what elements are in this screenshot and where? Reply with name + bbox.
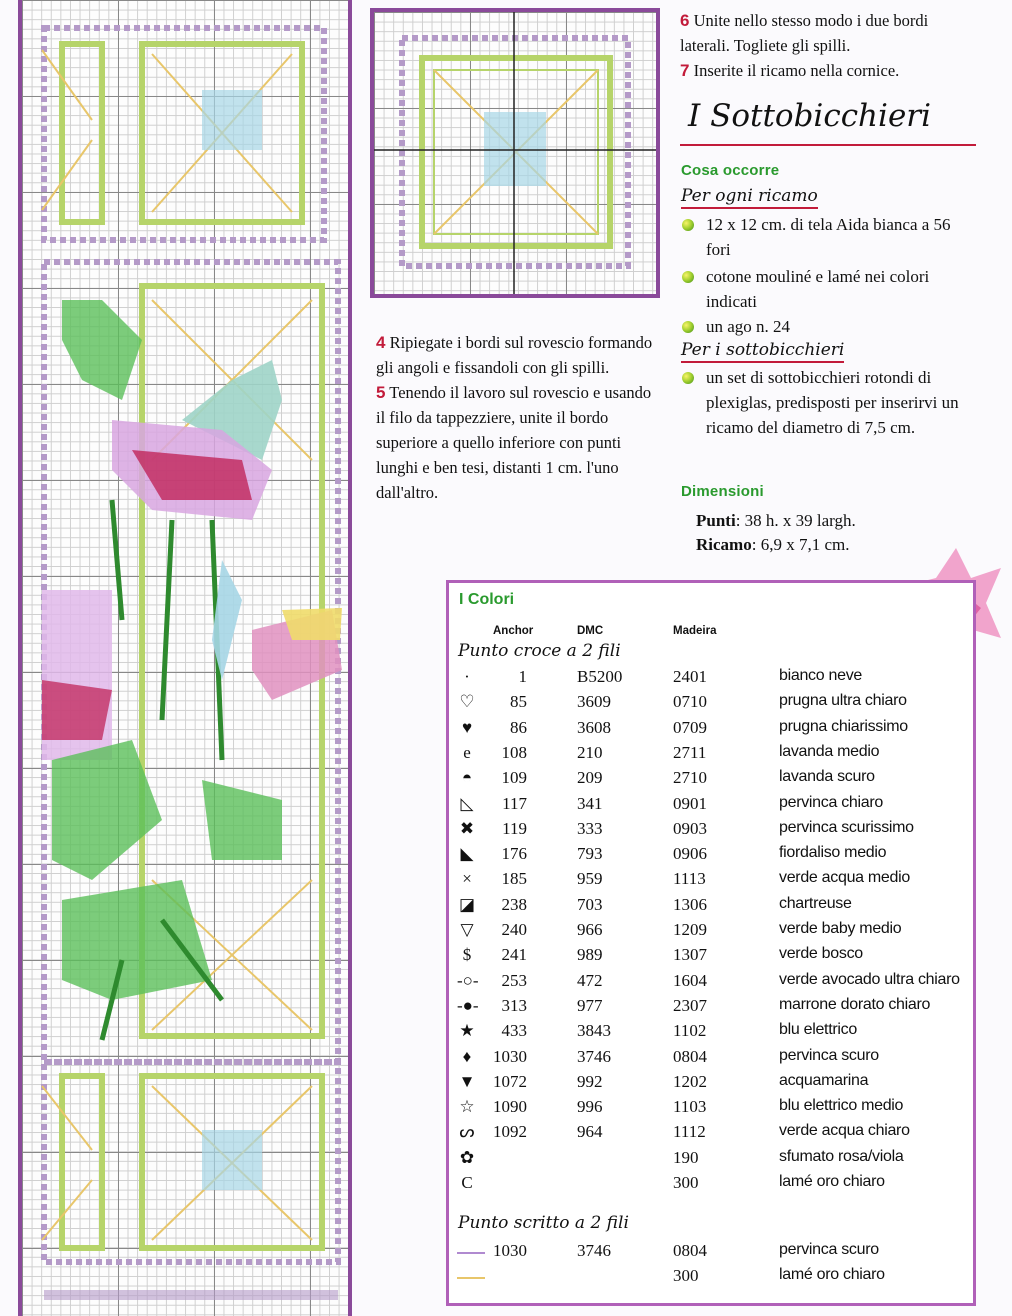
anchor-code: 1090: [493, 1097, 527, 1117]
frame-green: [62, 44, 102, 222]
title-underline: [680, 144, 976, 146]
color-name: lavanda medio: [779, 742, 880, 760]
color-name: pervinca scurissimo: [779, 818, 914, 836]
dimensioni-heading: Dimensioni: [681, 483, 764, 500]
dmc-code: 210: [577, 742, 603, 762]
stitch-symbol-icon: ☆: [459, 1097, 475, 1117]
madeira-code: 0901: [673, 793, 707, 813]
bullet-icon: [682, 271, 694, 283]
madeira-code: 300: [673, 1173, 699, 1192]
per-ogni-ricamo-heading: Per ogni ricamo: [681, 186, 818, 209]
list-item: un set di sottobicchieri rotondi di plexiglas, predisposti per inserirvi un ricamo del diametro di 7,5 cm.: [706, 365, 976, 440]
madeira-code: 1306: [673, 894, 707, 914]
stitch-symbol-icon: $: [462, 945, 472, 965]
table-row: [449, 690, 969, 715]
stitch-symbol-icon: e: [463, 742, 471, 762]
color-name: verde baby medio: [779, 920, 902, 937]
madeira-code: 2711: [673, 742, 707, 762]
color-name: lamé oro chiaro: [779, 1173, 885, 1190]
dmc-code: 989: [577, 945, 603, 965]
table-row: [449, 1239, 969, 1264]
color-name: bianco neve: [779, 667, 862, 684]
madeira-code: 1103: [673, 1097, 707, 1117]
stitch-symbol-icon: ◪: [458, 894, 476, 914]
bullet-icon: [682, 219, 694, 231]
dmc-code: B5200: [577, 667, 623, 686]
stitch-symbol-icon: ▼: [458, 1071, 476, 1091]
anchor-code: 240: [501, 920, 527, 939]
steps-6-7: [680, 8, 980, 83]
madeira-code: 0804: [673, 1241, 707, 1260]
dmc-code: 3746: [577, 1046, 611, 1066]
anchor-code: 85: [510, 692, 527, 712]
table-row: [449, 766, 969, 791]
header-anchor: Anchor: [493, 625, 534, 637]
color-name: verde bosco: [779, 945, 863, 963]
table-row: [449, 1019, 969, 1044]
table-row: [449, 1146, 969, 1171]
color-name: prugna ultra chiaro: [779, 692, 907, 710]
madeira-code: 0903: [673, 818, 707, 838]
anchor-code: 238: [501, 894, 527, 914]
dmc-code: 3746: [577, 1241, 611, 1260]
backstitch-line-icon: [457, 1277, 485, 1279]
stitch-symbol-icon: ᔕ: [459, 1122, 475, 1142]
madeira-code: 2401: [673, 667, 707, 686]
color-name: verde avocado ultra chiaro: [779, 970, 960, 988]
anchor-code: 108: [501, 742, 527, 762]
madeira-code: 2710: [673, 768, 707, 788]
bullet-icon: [682, 372, 694, 384]
stitch-symbol-icon: ♡: [459, 692, 475, 712]
stitch-symbol-icon: ♦: [462, 1046, 472, 1066]
dmc-code: 333: [577, 818, 603, 838]
stitch-symbol-icon: ♥: [461, 717, 473, 737]
table-row: [449, 1095, 969, 1120]
header-madeira: Madeira: [673, 625, 717, 637]
color-name: blu elettrico medio: [779, 1097, 904, 1115]
madeira-code: 0804: [673, 1046, 707, 1066]
anchor-code: 1072: [493, 1071, 527, 1091]
madeira-code: 0906: [673, 844, 707, 864]
stitch-symbol-icon: ★: [459, 1021, 475, 1041]
step-6: 6 Unite nello stesso modo i due bordi laterali. Togliete gli spilli.: [680, 11, 929, 55]
stitch-symbol-icon: -○-: [457, 970, 479, 990]
dmc-code: 472: [577, 970, 603, 990]
leaf-green: [62, 300, 142, 400]
per-i-sottobicchieri-heading: Per i sottobicchieri: [681, 340, 844, 363]
table-row: [449, 1045, 969, 1070]
anchor-code: 185: [501, 869, 527, 889]
step-4: 4 Ripiegate i bordi sul rovescio formando gli angoli e fissandoli con gli spilli.: [376, 333, 653, 377]
color-name: blu elettrico: [779, 1021, 857, 1039]
bud-yellow: [282, 608, 342, 640]
color-name: pervinca scuro: [779, 1241, 879, 1258]
anchor-code: 86: [510, 717, 527, 737]
stitch-symbol-icon: -●-: [457, 995, 479, 1015]
madeira-code: 1209: [673, 920, 707, 939]
frame-lavender: [44, 28, 324, 240]
table-row: [449, 1120, 969, 1145]
anchor-code: 117: [502, 793, 527, 813]
stitch-symbol-icon: ◓: [461, 768, 473, 788]
madeira-code: 300: [673, 1266, 699, 1285]
anchor-code: 1030: [493, 1241, 527, 1260]
dmc-code: 341: [577, 793, 603, 813]
dmc-code: 992: [577, 1071, 603, 1091]
stitch-symbol-icon: ×: [462, 869, 472, 889]
anchor-code: 176: [501, 844, 527, 864]
table-row: [449, 969, 969, 994]
punti-line: Punti: 38 h. x 39 largh.: [696, 511, 856, 530]
colors-legend: [446, 580, 976, 1306]
dmc-code: 3843: [577, 1021, 611, 1041]
madeira-code: 1112: [673, 1122, 706, 1142]
color-name: fiordaliso medio: [779, 844, 887, 862]
madeira-code: 190: [673, 1147, 699, 1167]
color-name: marrone dorato chiaro: [779, 995, 931, 1013]
anchor-code: 1: [518, 667, 527, 686]
dmc-code: 793: [577, 844, 603, 864]
dmc-code: 977: [577, 995, 603, 1015]
color-name: prugna chiarissimo: [779, 717, 908, 735]
stitch-symbol-icon: ✿: [459, 1147, 475, 1167]
section-punto-scritto: Punto scritto a 2 fili: [458, 1213, 629, 1233]
list-item: un ago n. 24: [706, 314, 966, 339]
color-name: acquamarina: [779, 1071, 869, 1089]
madeira-code: 0709: [673, 717, 707, 737]
anchor-code: 1030: [493, 1046, 527, 1066]
list-item: 12 x 12 cm. di tela Aida bianca a 56 fori: [706, 212, 966, 262]
table-row: [449, 867, 969, 892]
color-name: sfumato rosa/viola: [779, 1147, 904, 1165]
table-row: [449, 665, 969, 690]
table-row: [449, 817, 969, 842]
steps-4-5: [376, 330, 656, 505]
stitch-symbol-icon: ✖: [459, 818, 475, 838]
table-row: [449, 842, 969, 867]
page-title: I Sottobicchieri: [688, 98, 932, 134]
bullet-icon: [682, 321, 694, 333]
madeira-code: 0710: [673, 692, 707, 712]
coaster-motif: [374, 12, 656, 294]
color-name: pervinca scuro: [779, 1046, 879, 1064]
stitch-symbol-icon: ◣: [460, 844, 474, 864]
anchor-code: 109: [501, 768, 527, 788]
madeira-code: 1202: [673, 1071, 707, 1091]
color-name: chartreuse: [779, 894, 852, 912]
madeira-code: 1113: [673, 869, 706, 889]
anchor-code: 433: [501, 1021, 527, 1041]
step-7: 7 Inserite il ricamo nella cornice.: [680, 61, 900, 80]
anchor-code: 313: [501, 995, 527, 1015]
anchor-code: 241: [501, 945, 527, 965]
table-row: [449, 994, 969, 1019]
anchor-code: 1092: [493, 1122, 527, 1142]
color-name: lamé oro chiaro: [779, 1266, 885, 1283]
table-row: [449, 943, 969, 968]
stitch-symbol-icon: ▽: [460, 920, 474, 939]
dmc-code: 703: [577, 894, 603, 914]
step-5: 5 Tenendo il lavoro sul rovescio e usando il filo da tappezziere, unite il bordo superiore a quello inferiore con punti lunghi e ben tesi, distanti 1 cm. l'uno dall'altro.: [376, 383, 652, 502]
section-punto-croce: Punto croce a 2 fili: [458, 641, 621, 661]
madeira-code: 2307: [673, 995, 707, 1015]
color-name: verde acqua chiaro: [779, 1122, 910, 1140]
stitch-symbol-icon: C: [461, 1173, 473, 1192]
table-row: [449, 918, 969, 943]
dmc-code: 966: [577, 920, 603, 939]
dmc-code: 3609: [577, 692, 611, 712]
cosa-occorre-heading: Cosa occorre: [681, 162, 780, 179]
dmc-code: 3608: [577, 717, 611, 737]
dmc-code: 959: [577, 869, 603, 889]
colors-title: I Colori: [459, 591, 515, 608]
table-row: [449, 792, 969, 817]
color-name: verde acqua medio: [779, 869, 910, 887]
table-row: [449, 741, 969, 766]
stitch-symbol-icon: ◺: [460, 793, 474, 813]
dmc-code: 996: [577, 1097, 603, 1117]
chart-motifs: [22, 0, 348, 1316]
dmc-code: 209: [577, 768, 603, 788]
header-dmc: DMC: [577, 625, 604, 637]
cross-stitch-chart-coaster: [370, 8, 660, 298]
madeira-code: 1102: [673, 1021, 707, 1041]
table-row: [449, 1171, 969, 1196]
anchor-code: 119: [502, 818, 527, 838]
table-row: [449, 893, 969, 918]
color-name: lavanda scuro: [779, 768, 875, 786]
table-row: [449, 1070, 969, 1095]
anchor-code: 253: [501, 970, 527, 990]
list-item: cotone mouliné e lamé nei colori indicati: [706, 264, 966, 314]
table-row: [449, 716, 969, 741]
cross-stitch-chart-bookmark: [18, 0, 352, 1316]
stitch-symbol-icon: ·: [464, 667, 470, 686]
color-name: pervinca chiaro: [779, 793, 884, 811]
madeira-code: 1307: [673, 945, 707, 965]
dmc-code: 964: [577, 1122, 603, 1142]
madeira-code: 1604: [673, 970, 707, 990]
ricamo-line: Ricamo: 6,9 x 7,1 cm.: [696, 535, 850, 554]
table-row: [449, 1264, 969, 1289]
